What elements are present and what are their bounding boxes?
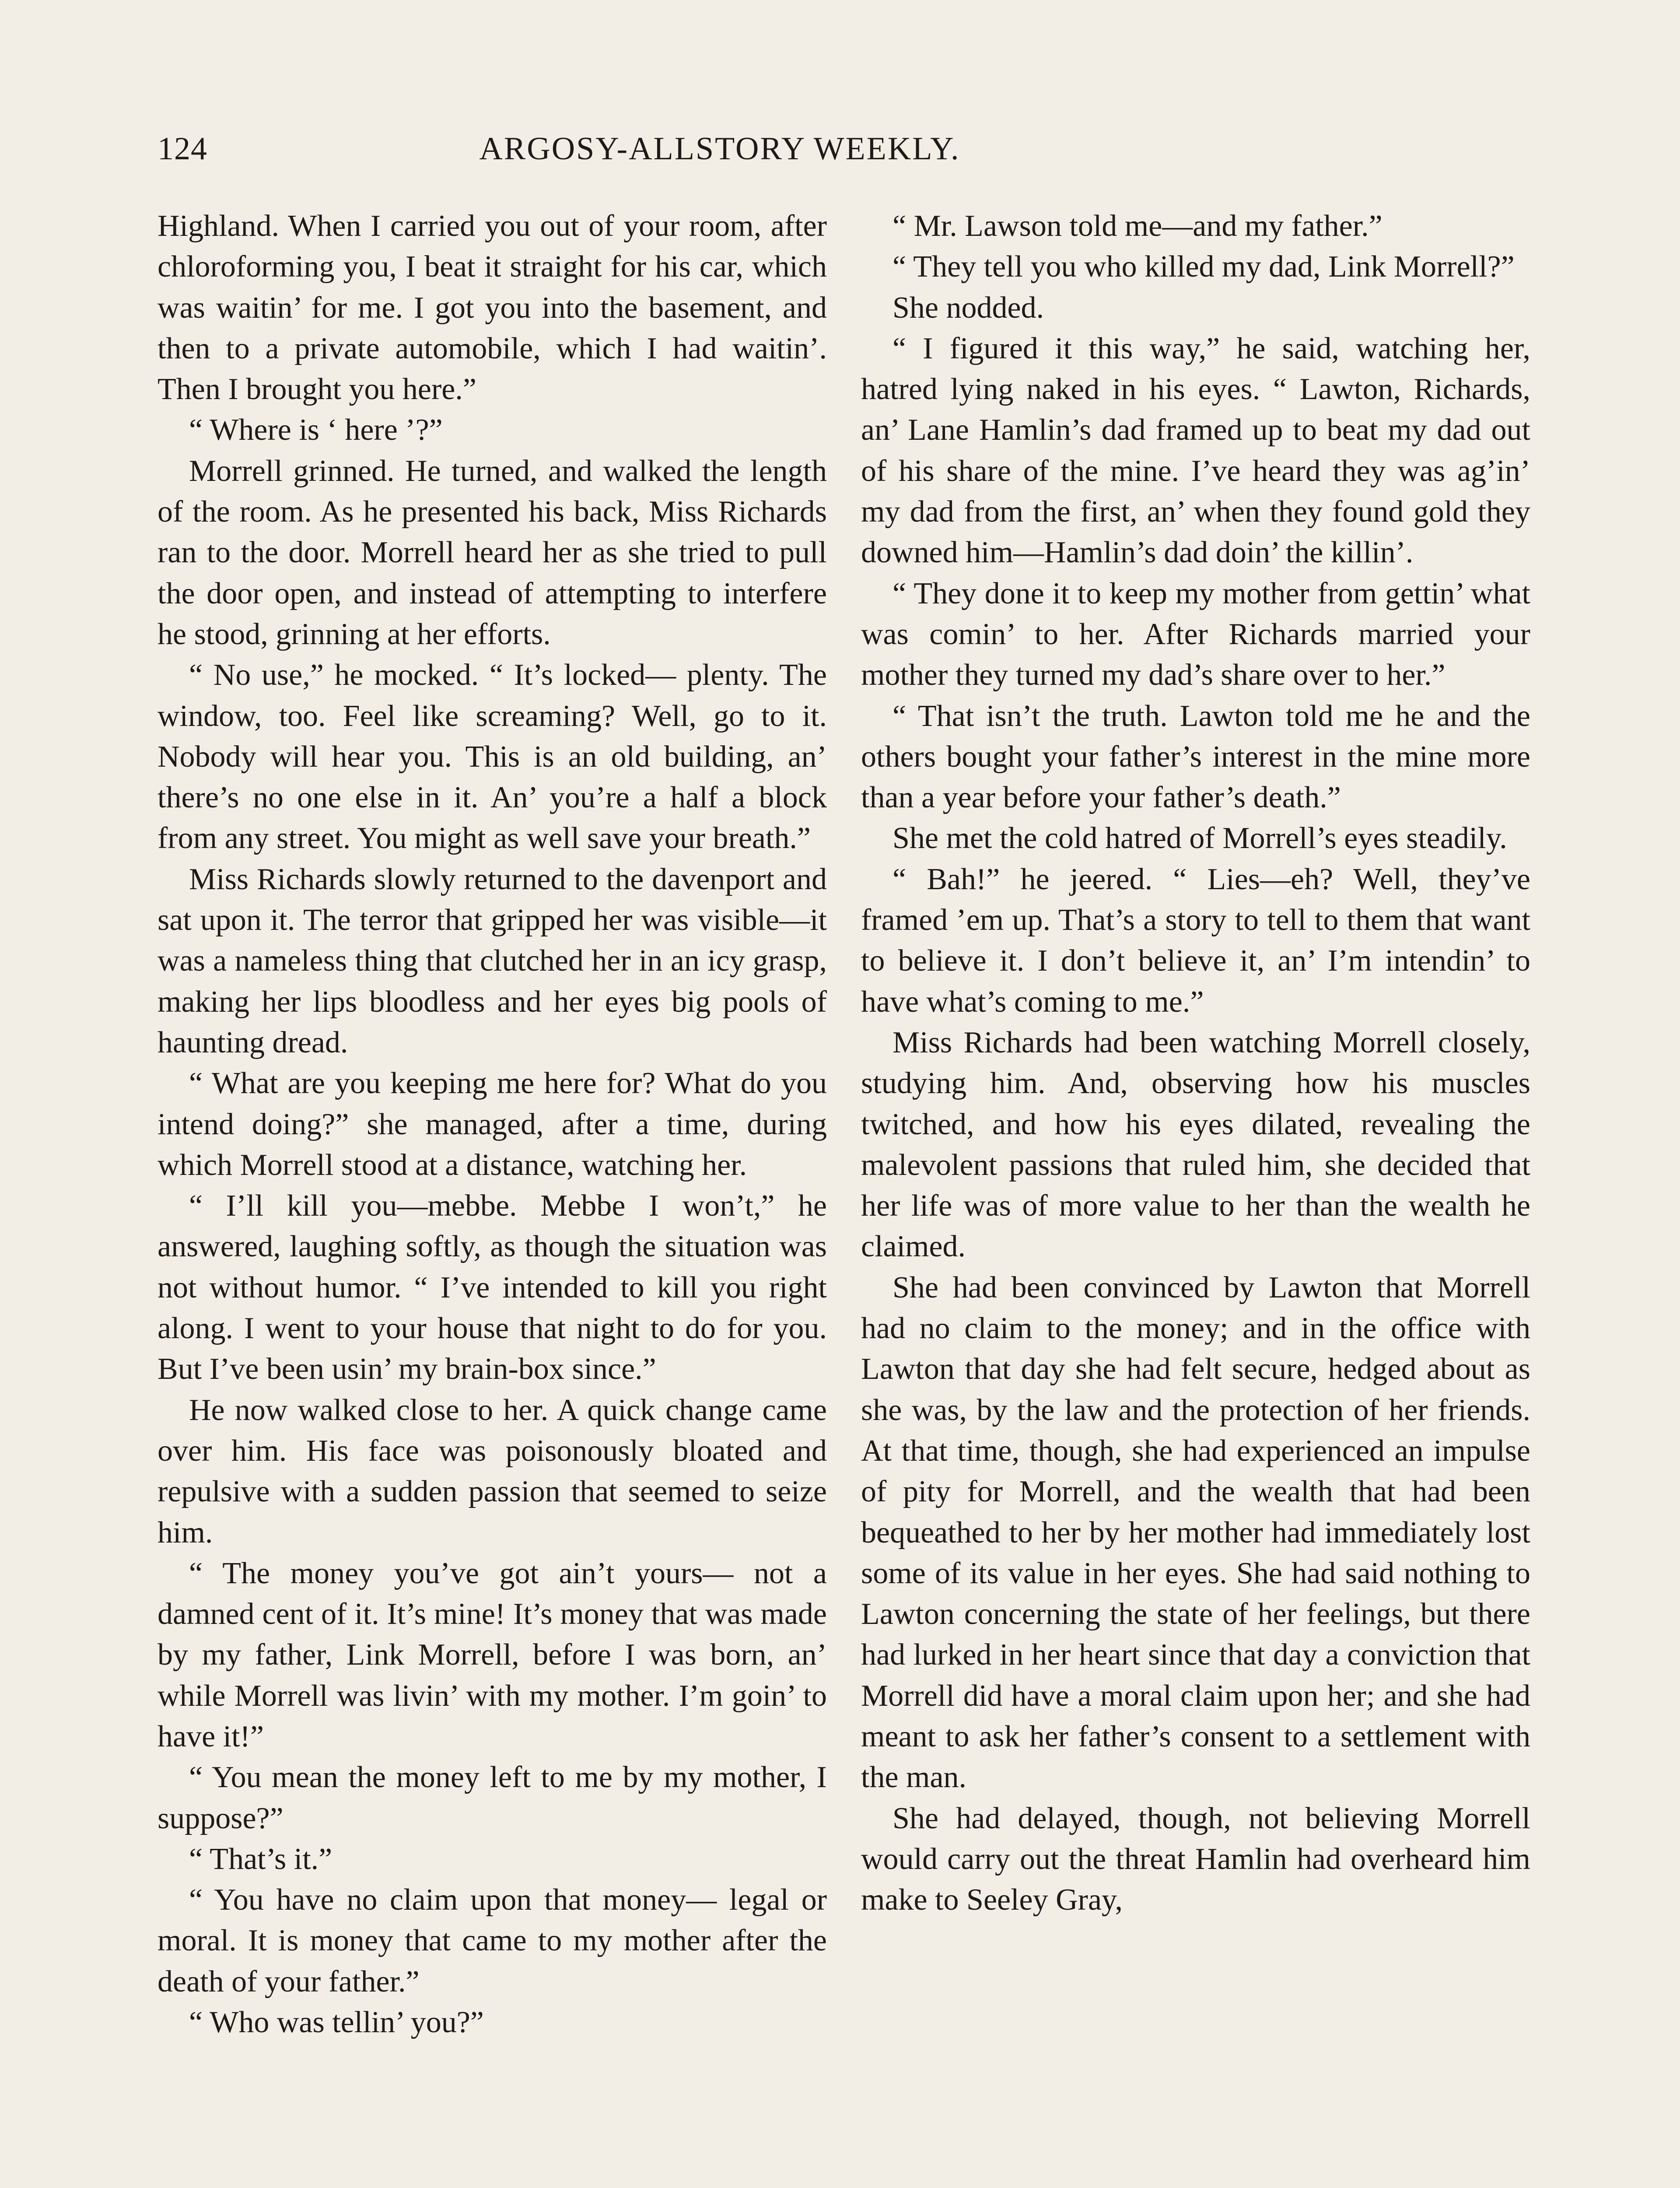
- paragraph: “ You mean the money left to me by my mother, I suppose?”: [158, 1760, 827, 1835]
- paragraph: Miss Richards had been watching Morrell closely, studying him. And, observing how his muscles twitched, and how his eyes dilated, revealing the malevolent passions that ruled him, she decided that her life was of more value to her than the wealth he claimed.: [861, 1025, 1530, 1264]
- paragraph: “ The money you’ve got ain’t yours— not a damned cent of it. It’s mine! It’s money that was made by my father, Link Morrell, before I was born, an’ while Morrell was livin’ with my mother. I’m goin’ to have it!”: [158, 1556, 827, 1753]
- paragraph: She had delayed, though, not believing Morrell would carry out the threat Hamlin had overheard him make to Seeley Gray,: [861, 1801, 1530, 1917]
- paragraph: “ Mr. Lawson told me—and my father.”: [892, 209, 1382, 243]
- paragraph: Highland. When I carried you out of your room, after chloroforming you, I beat it straight for his car, which was waitin’ for me. I got you into the basement, and then to a private automobile, which I had waitin’. Then I brought you here.”: [158, 209, 827, 407]
- left-text-column: [158, 206, 827, 2043]
- paragraph: He now walked close to her. A quick change came over him. His face was poisonously bloated and repulsive with a sudden passion that seemed to seize him.: [158, 1393, 827, 1550]
- paragraph: She had been convinced by Lawton that Morrell had no claim to the money; and in the office with Lawton that day she had felt secure, hedged about as she was, by the law and the protection of her friends. At that time, though, she had experienced an impulse of pity for Morrell, and the wealth that had been bequeathed to her by her mother had immediately lost some of its value in her eyes. She had said nothing to Lawton concerning the state of her feelings, but there had lurked in her heart since that day a conviction that Morrell did have a moral claim upon her; and she had meant to ask her father’s consent to a settlement with the man.: [861, 1270, 1530, 1795]
- paragraph: “ You have no claim upon that money— legal or moral. It is money that came to my mother after the death of your father.”: [158, 1883, 827, 1999]
- paragraph: “ Who was tellin’ you?”: [189, 2006, 484, 2040]
- paragraph: “ No use,” he mocked. “ It’s locked— plenty. The window, too. Feel like screaming? Well, go to it. Nobody will hear you. This is an old building, an’ there’s no one else in it. An’ you’re a half a block from any street. You might as well save your breath.”: [158, 658, 827, 856]
- right-text-column: [861, 206, 1530, 1920]
- paragraph: “ I’ll kill you—mebbe. Mebbe I won’t,” he answered, laughing softly, as though the situation was not without humor. “ I’ve intended to kill you right along. I went to your house that night to do for you. But I’ve been usin’ my brain-box since.”: [158, 1189, 827, 1386]
- paragraph: Miss Richards slowly returned to the davenport and sat upon it. The terror that gripped her was visible—it was a nameless thing that clutched her in an icy grasp, making her lips bloodless and her eyes big pools of haunting dread.: [158, 862, 827, 1059]
- paragraph: “ That’s it.”: [189, 1842, 332, 1876]
- paragraph: Morrell grinned. He turned, and walked the length of the room. As he presented his back, Miss Richards ran to the door. Morrell heard her as she tried to pull the door open, and instead of attempting to interfere he stood, grinning at her efforts.: [158, 454, 827, 651]
- paragraph: “ I figured it this way,” he said, watching her, hatred lying naked in his eyes. “ Lawton, Richards, an’ Lane Hamlin’s dad framed up to beat my dad out of his share of the mine. I’ve heard they was ag’in’ my dad from the first, an’ when they found gold they downed him—Hamlin’s dad doin’ the killin’.: [861, 331, 1530, 570]
- running-head: ARGOSY-ALLSTORY WEEKLY.: [479, 131, 960, 167]
- paragraph: “ They tell you who killed my dad, Link Morrell?”: [892, 250, 1515, 284]
- paragraph: “ What are you keeping me here for? What do you intend doing?” she managed, after a time, during which Morrell stood at a distance, watching her.: [158, 1066, 827, 1182]
- paragraph: “ Bah!” he jeered. “ Lies—eh? Well, they’ve framed ’em up. That’s a story to tell to them that want to believe it. I don’t believe it, an’ I’m intendin’ to have what’s coming to me.”: [861, 862, 1530, 1019]
- page-header: [158, 127, 1124, 175]
- paragraph: “ That isn’t the truth. Lawton told me he and the others bought your father’s interest in the mine more than a year before your father’s death.”: [861, 699, 1530, 815]
- paragraph: She met the cold hatred of Morrell’s eyes steadily.: [892, 821, 1507, 856]
- paragraph: “ They done it to keep my mother from gettin’ what was comin’ to her. After Richards married your mother they turned my dad’s share over to her.”: [861, 576, 1530, 692]
- paragraph: “ Where is ‘ here ’?”: [189, 413, 443, 447]
- page-number: 124: [158, 131, 207, 167]
- paragraph: She nodded.: [892, 291, 1044, 325]
